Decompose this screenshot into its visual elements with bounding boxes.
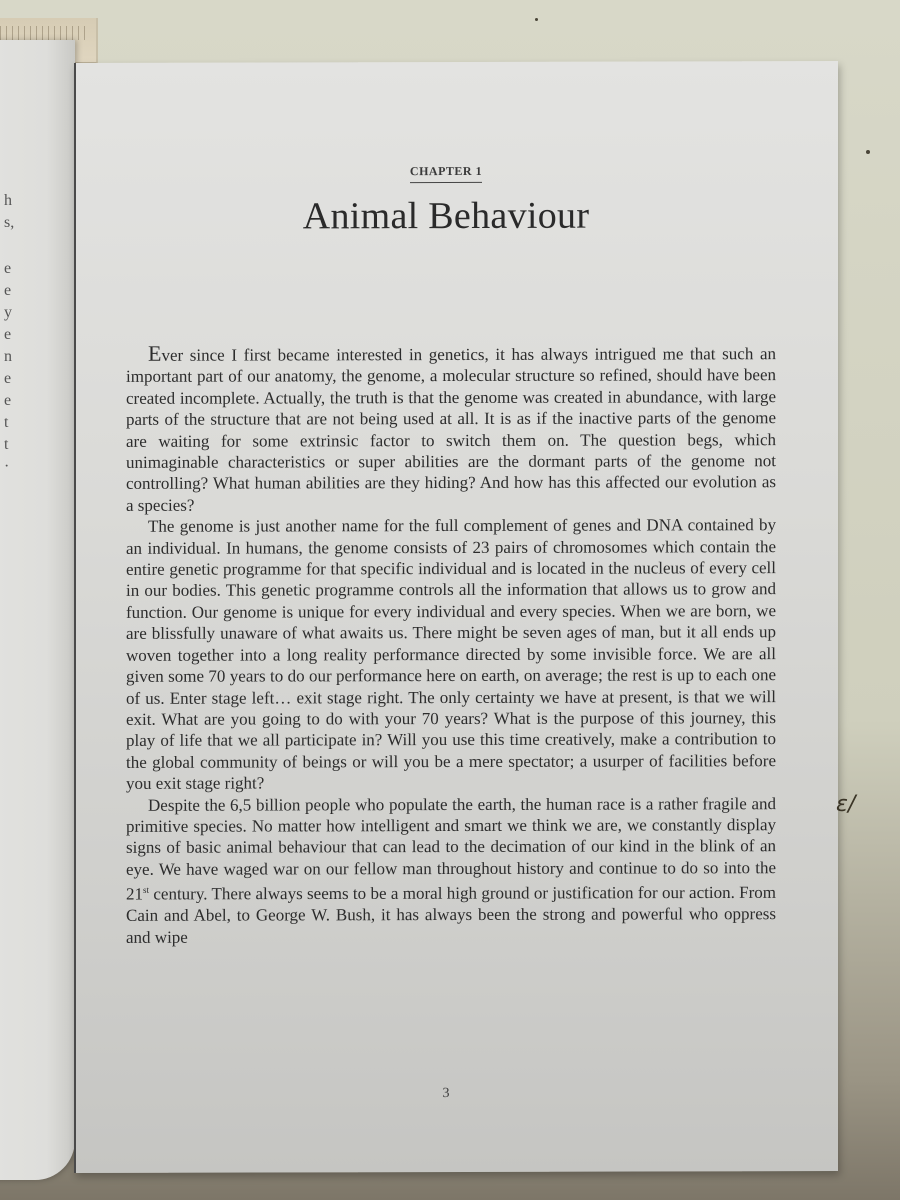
drop-cap: E bbox=[148, 340, 162, 366]
left-page-fragment: t bbox=[4, 436, 9, 453]
chapter-label-text: CHAPTER 1 bbox=[410, 164, 482, 183]
chapter-title: Animal Behaviour bbox=[302, 194, 590, 238]
left-page-fragment: y bbox=[4, 304, 12, 321]
left-page-fragment: n bbox=[4, 348, 12, 365]
handwritten-margin-note: ɛ/ bbox=[836, 792, 856, 817]
previous-page-edge bbox=[0, 40, 75, 1180]
left-page-fragment: e bbox=[4, 260, 12, 277]
left-page-fragment: h bbox=[4, 192, 12, 209]
left-page-fragment: t bbox=[4, 414, 9, 431]
book-page bbox=[74, 61, 838, 1173]
left-page-fragment: e bbox=[4, 392, 12, 409]
page-number: 3 bbox=[442, 1086, 450, 1102]
ordinal-suffix: st bbox=[143, 884, 150, 895]
left-page-fragment: s, bbox=[4, 214, 15, 231]
left-page-fragment: · bbox=[4, 458, 10, 475]
paragraph-3 bbox=[126, 793, 776, 948]
paragraph-3-text-a: Despite the 6,5 billion people who populate the earth, the human race is a rather fragile and primitive species. No matter how intelligent and smart we think we are, we constantly display signs of basic animal behaviour that can lead to the decimation of our kind in the blink of an eye. We have waged war on our fellow man throughout history and continue to do so into the 21 bbox=[126, 793, 776, 904]
dust-speck bbox=[866, 150, 870, 154]
ruler-ticks bbox=[0, 26, 90, 40]
paragraph-1 bbox=[126, 341, 776, 516]
left-page-fragment: e bbox=[4, 326, 12, 343]
paragraph-3-text-b: century. There always seems to be a moral high ground or justification for our action. From Cain and Abel, to George W. Bush, it has always been the strong and powerful who oppress and wipe bbox=[126, 882, 776, 947]
left-page-fragment: e bbox=[4, 282, 12, 299]
paragraph-2: The genome is just another name for the full complement of genes and DNA contained by an individual. In humans, the genome consists of 23 pairs of chromosomes which contain the entire genetic programme for that specific individual and is located in the nucleus of every cell in our bodies. This genetic programme controls all the information that allows us to grow and function. Our genome is unique for every individual and every species. When we are born, we are blissfully unaware of what awaits us. There might be seven ages of man, but it all ends up woven together into a long reality performance directed by some invisible force. We are all given some 70 years to do our performance here on earth, on average; the rest is up to each one of us. Enter stage left… exit stage right. The only certainty we have at present, is that we will exit. What are you going to do with your 70 years? What is the purpose of this journey, this play of life that we all participate in? Will you use this time creatively, make a contribution to the global community of beings or will you be a mere spectator; a usurper of facilities before you exit stage right? bbox=[126, 515, 776, 793]
body-text bbox=[126, 341, 776, 948]
left-page-fragment: e bbox=[4, 370, 12, 387]
chapter-label bbox=[76, 163, 816, 184]
paragraph-1-text: ver since I first became interested in genetics, it has always intrigued me that such an important part of our anatomy, the genome, a molecular structure so refined, should have been created incomplete. Actually, the truth is that the genome was created in abundance, with large parts of the structure that are not being used at all. It is as if the inactive parts of the genome are waiting for some extrinsic factor to switch them on. The question begs, which unimaginable characteristics or super abilities are the dormant parts of the genome not controlling? What human abilities are they hiding? And how has this affected our evolution as a species? bbox=[126, 344, 776, 515]
dust-speck bbox=[535, 18, 538, 21]
